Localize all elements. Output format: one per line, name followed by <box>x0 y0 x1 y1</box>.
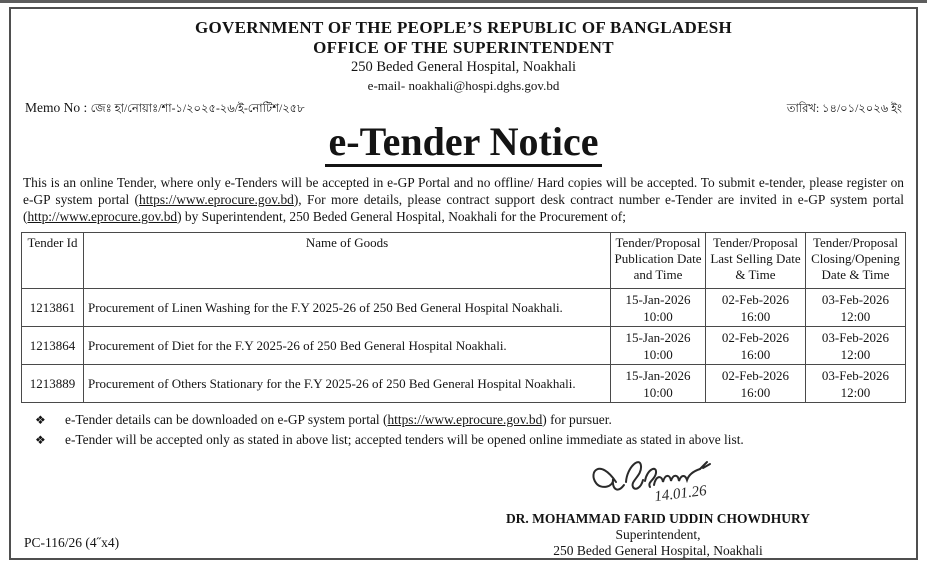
eprocure-link-https[interactable]: https://www.eprocure.gov.bd <box>139 192 294 207</box>
header-closing-opening: Tender/Proposal Closing/Opening Date & Time <box>805 233 905 289</box>
document-content <box>11 9 916 558</box>
last-selling-time: 16:00 <box>740 308 771 324</box>
diamond-bullet-icon: ❖ <box>35 433 46 447</box>
hospital-name: 250 Beded General Hospital, Noakhali <box>350 59 577 75</box>
closing-date: 03-Feb-2026 <box>821 329 890 345</box>
page-title: e-Tender Notice <box>325 121 603 167</box>
last-selling-cell <box>706 327 806 365</box>
title-wrap <box>21 121 906 167</box>
publication-time: 10:00 <box>643 346 673 362</box>
header-tender-id: Tender Id <box>22 233 84 289</box>
closing-date: 03-Feb-2026 <box>821 367 890 383</box>
last-selling-time: 16:00 <box>740 346 771 362</box>
signatory-title: Superintendent, <box>615 527 701 542</box>
closing-time: 12:00 <box>840 346 871 362</box>
last-selling-date: 02-Feb-2026 <box>721 329 790 345</box>
publication-cell <box>611 289 706 327</box>
publication-date: 15-Jan-2026 <box>625 367 691 383</box>
document-border <box>9 7 918 560</box>
note-item <box>35 410 906 430</box>
letterhead <box>21 17 906 94</box>
diamond-bullet-icon: ❖ <box>35 413 46 427</box>
last-selling-cell <box>706 365 806 403</box>
note2-text: e-Tender will be accepted only as stated in above list; accepted tenders will be opened online immediate as stated in above list. <box>65 432 744 447</box>
intro-paragraph <box>21 174 906 225</box>
table-header-row <box>22 233 906 289</box>
table-row <box>22 327 906 365</box>
header-last-selling: Tender/Proposal Last Selling Date & Time <box>706 233 806 289</box>
tender-id-cell: 1213889 <box>22 365 84 403</box>
goods-name-cell: Procurement of Others Stationary for the F.Y 2025-26 of 250 Bed General Hospital Noakhali. <box>83 365 610 403</box>
memo-number-line <box>25 100 305 119</box>
memo-label: Memo No : <box>25 100 88 115</box>
signature-date: 14.01.26 <box>653 482 708 506</box>
header-publication: Tender/Proposal Publication Date and Time <box>611 233 706 289</box>
memo-number: জেঃ হা/নোয়াঃ/শা-১/২০২৫-২৬/ই-নোটিশ/২৫৮ <box>90 103 305 115</box>
closing-date: 03-Feb-2026 <box>821 291 890 307</box>
publication-cell <box>611 365 706 403</box>
publication-date: 15-Jan-2026 <box>625 291 691 307</box>
signature-image <box>586 452 766 508</box>
publication-time: 10:00 <box>643 308 673 324</box>
publication-time: 10:00 <box>643 384 673 400</box>
table-row <box>22 289 906 327</box>
memo-date: তারিখ: ১৪/০১/২০২৬ ইং <box>786 103 902 115</box>
tender-table <box>21 232 906 403</box>
note-eprocure-link[interactable]: https://www.eprocure.gov.bd <box>387 412 543 427</box>
office-title: OFFICE OF THE SUPERINTENDENT <box>313 38 614 57</box>
government-title: GOVERNMENT OF THE PEOPLE’S REPUBLIC OF BANGLADESH <box>194 18 733 37</box>
note1-text-1: e-Tender details can be downloaded on e-GP system portal ( <box>65 412 388 427</box>
last-selling-date: 02-Feb-2026 <box>721 291 790 307</box>
note-item <box>35 430 906 450</box>
intro-text-1: This is an online Tender, where only e-Tenders will be accepted in e-GP Portal and no offline/ Hard copies will be accepted. To submit e-tender, please register on e-GP system portal ( <box>23 175 904 207</box>
closing-time: 12:00 <box>840 308 871 324</box>
scan-edge-line <box>0 0 927 3</box>
header-name-of-goods: Name of Goods <box>83 233 610 289</box>
note1-text-2: ) for pursuer. <box>542 412 612 427</box>
publication-date: 15-Jan-2026 <box>625 329 691 345</box>
publication-cell <box>611 327 706 365</box>
memo-row <box>21 100 906 119</box>
signatory-org: 250 Beded General Hospital, Noakhali <box>553 543 763 558</box>
intro-text-2: ), For more details, please contract support desk contract number e-Tender are invited in e-GP system portal ( <box>23 192 904 224</box>
closing-cell <box>805 289 905 327</box>
closing-time: 12:00 <box>840 384 871 400</box>
tender-id-cell: 1213864 <box>22 327 84 365</box>
closing-cell <box>805 365 905 403</box>
table-row <box>22 365 906 403</box>
closing-cell <box>805 327 905 365</box>
intro-text-3: ) by Superintendent, 250 Beded General Hospital, Noakhali for the Procurement of; <box>177 209 626 224</box>
goods-name-cell: Procurement of Linen Washing for the F.Y 2025-26 of 250 Bed General Hospital Noakhali. <box>83 289 610 327</box>
print-code: PC-116/26 (4˝x4) <box>24 535 120 550</box>
last-selling-date: 02-Feb-2026 <box>721 367 790 383</box>
eprocure-link-http[interactable]: http://www.eprocure.gov.bd <box>27 209 178 224</box>
signature-block <box>448 452 868 559</box>
notes-list <box>21 410 906 450</box>
tender-id-cell: 1213861 <box>22 289 84 327</box>
email-line: e-mail- noakhali@hospi.dghs.gov.bd <box>367 78 560 93</box>
signatory-name: DR. MOHAMMAD FARID UDDIN CHOWDHURY <box>505 511 811 526</box>
last-selling-cell <box>706 289 806 327</box>
goods-name-cell: Procurement of Diet for the F.Y 2025-26 of 250 Bed General Hospital Noakhali. <box>83 327 610 365</box>
last-selling-time: 16:00 <box>740 384 771 400</box>
